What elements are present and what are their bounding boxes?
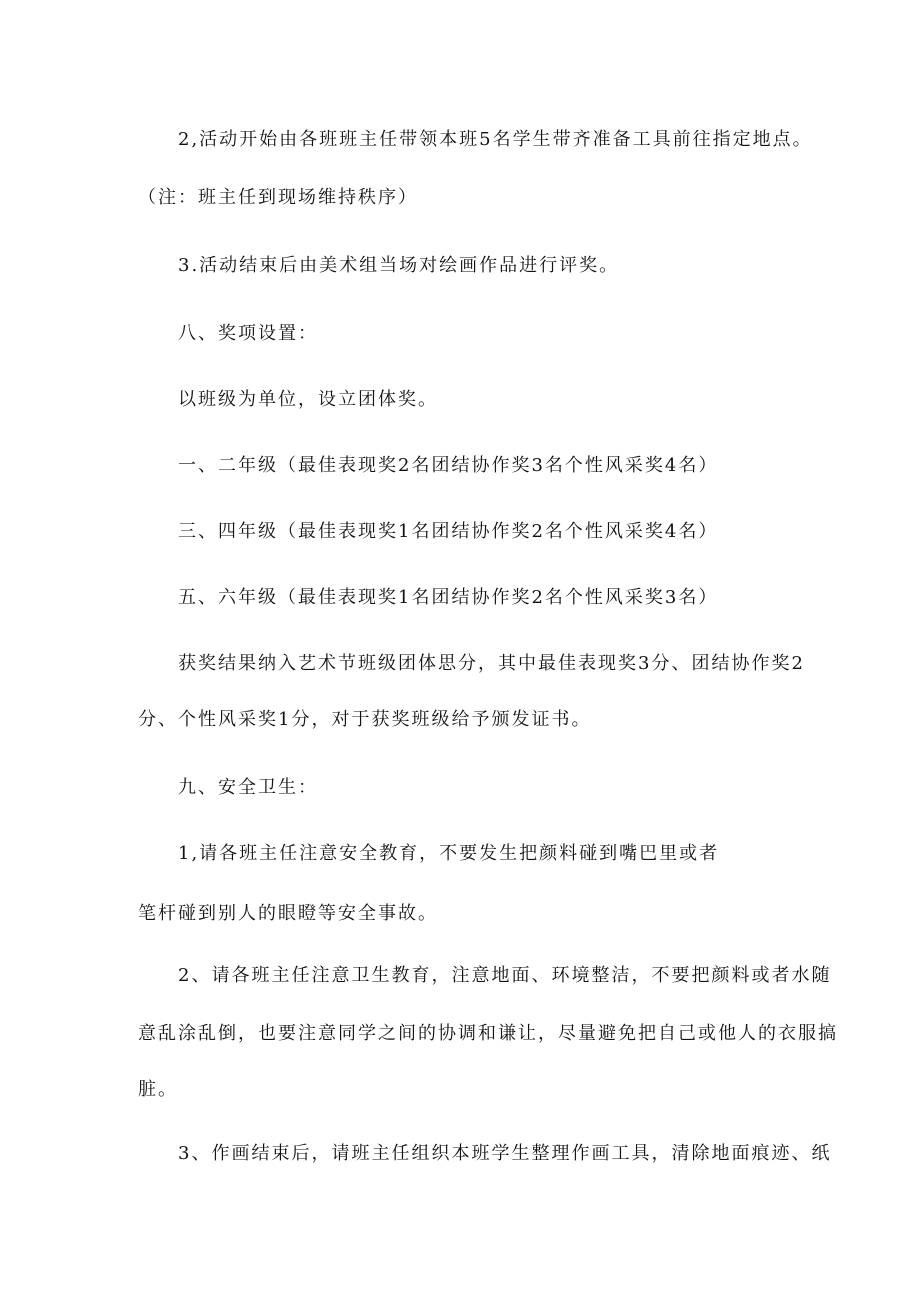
paragraph-line: 2、请各班主任注意卫生教育，注意地面、环境整洁，不要把颜料或者水随 <box>178 965 832 986</box>
paragraph-line: 2,活动开始由各班班主任带领本班5名学生带齐准备工具前往指定地点。 <box>178 129 813 150</box>
paragraph-line: 分、个性风采奖1分，对于获奖班级给予颁发证书。 <box>138 709 592 730</box>
paragraph-line: 意乱涂乱倒，也要注意同学之间的协调和谦让，尽量避免把自己或他人的衣服搞 <box>138 1023 838 1044</box>
paragraph-line: 笔杆碰到别人的眼瞪等安全事故。 <box>138 903 438 924</box>
paragraph-line: 3.活动结束后由美术组当场对绘画作品进行评奖。 <box>178 255 620 276</box>
section-heading: 九、安全卫生： <box>178 777 318 798</box>
award-line: 一、二年级（最佳表现奖2名团结协作奖3名个性风采奖4名） <box>178 455 719 476</box>
paragraph-line: 获奖结果纳入艺术节班级团体思分，其中最佳表现奖3分、团结协作奖2 <box>178 653 805 674</box>
paragraph-line: 1,请各班主任注意安全教育，不要发生把颜料碰到嘴巴里或者 <box>178 843 720 864</box>
award-line: 三、四年级（最佳表现奖1名团结协作奖2名个性风采奖4名） <box>178 521 719 542</box>
paragraph-line: 以班级为单位，设立团体奖。 <box>178 389 438 410</box>
paragraph-line: 脏。 <box>138 1079 178 1100</box>
paragraph-line: 3、作画结束后，请班主任组织本班学生整理作画工具，清除地面痕迹、纸 <box>178 1143 832 1164</box>
paragraph-line: （注：班主任到现场维持秩序） <box>138 187 418 208</box>
section-heading: 八、奖项设置： <box>178 323 318 344</box>
award-line: 五、六年级（最佳表现奖1名团结协作奖2名个性风采奖3名） <box>178 587 719 608</box>
